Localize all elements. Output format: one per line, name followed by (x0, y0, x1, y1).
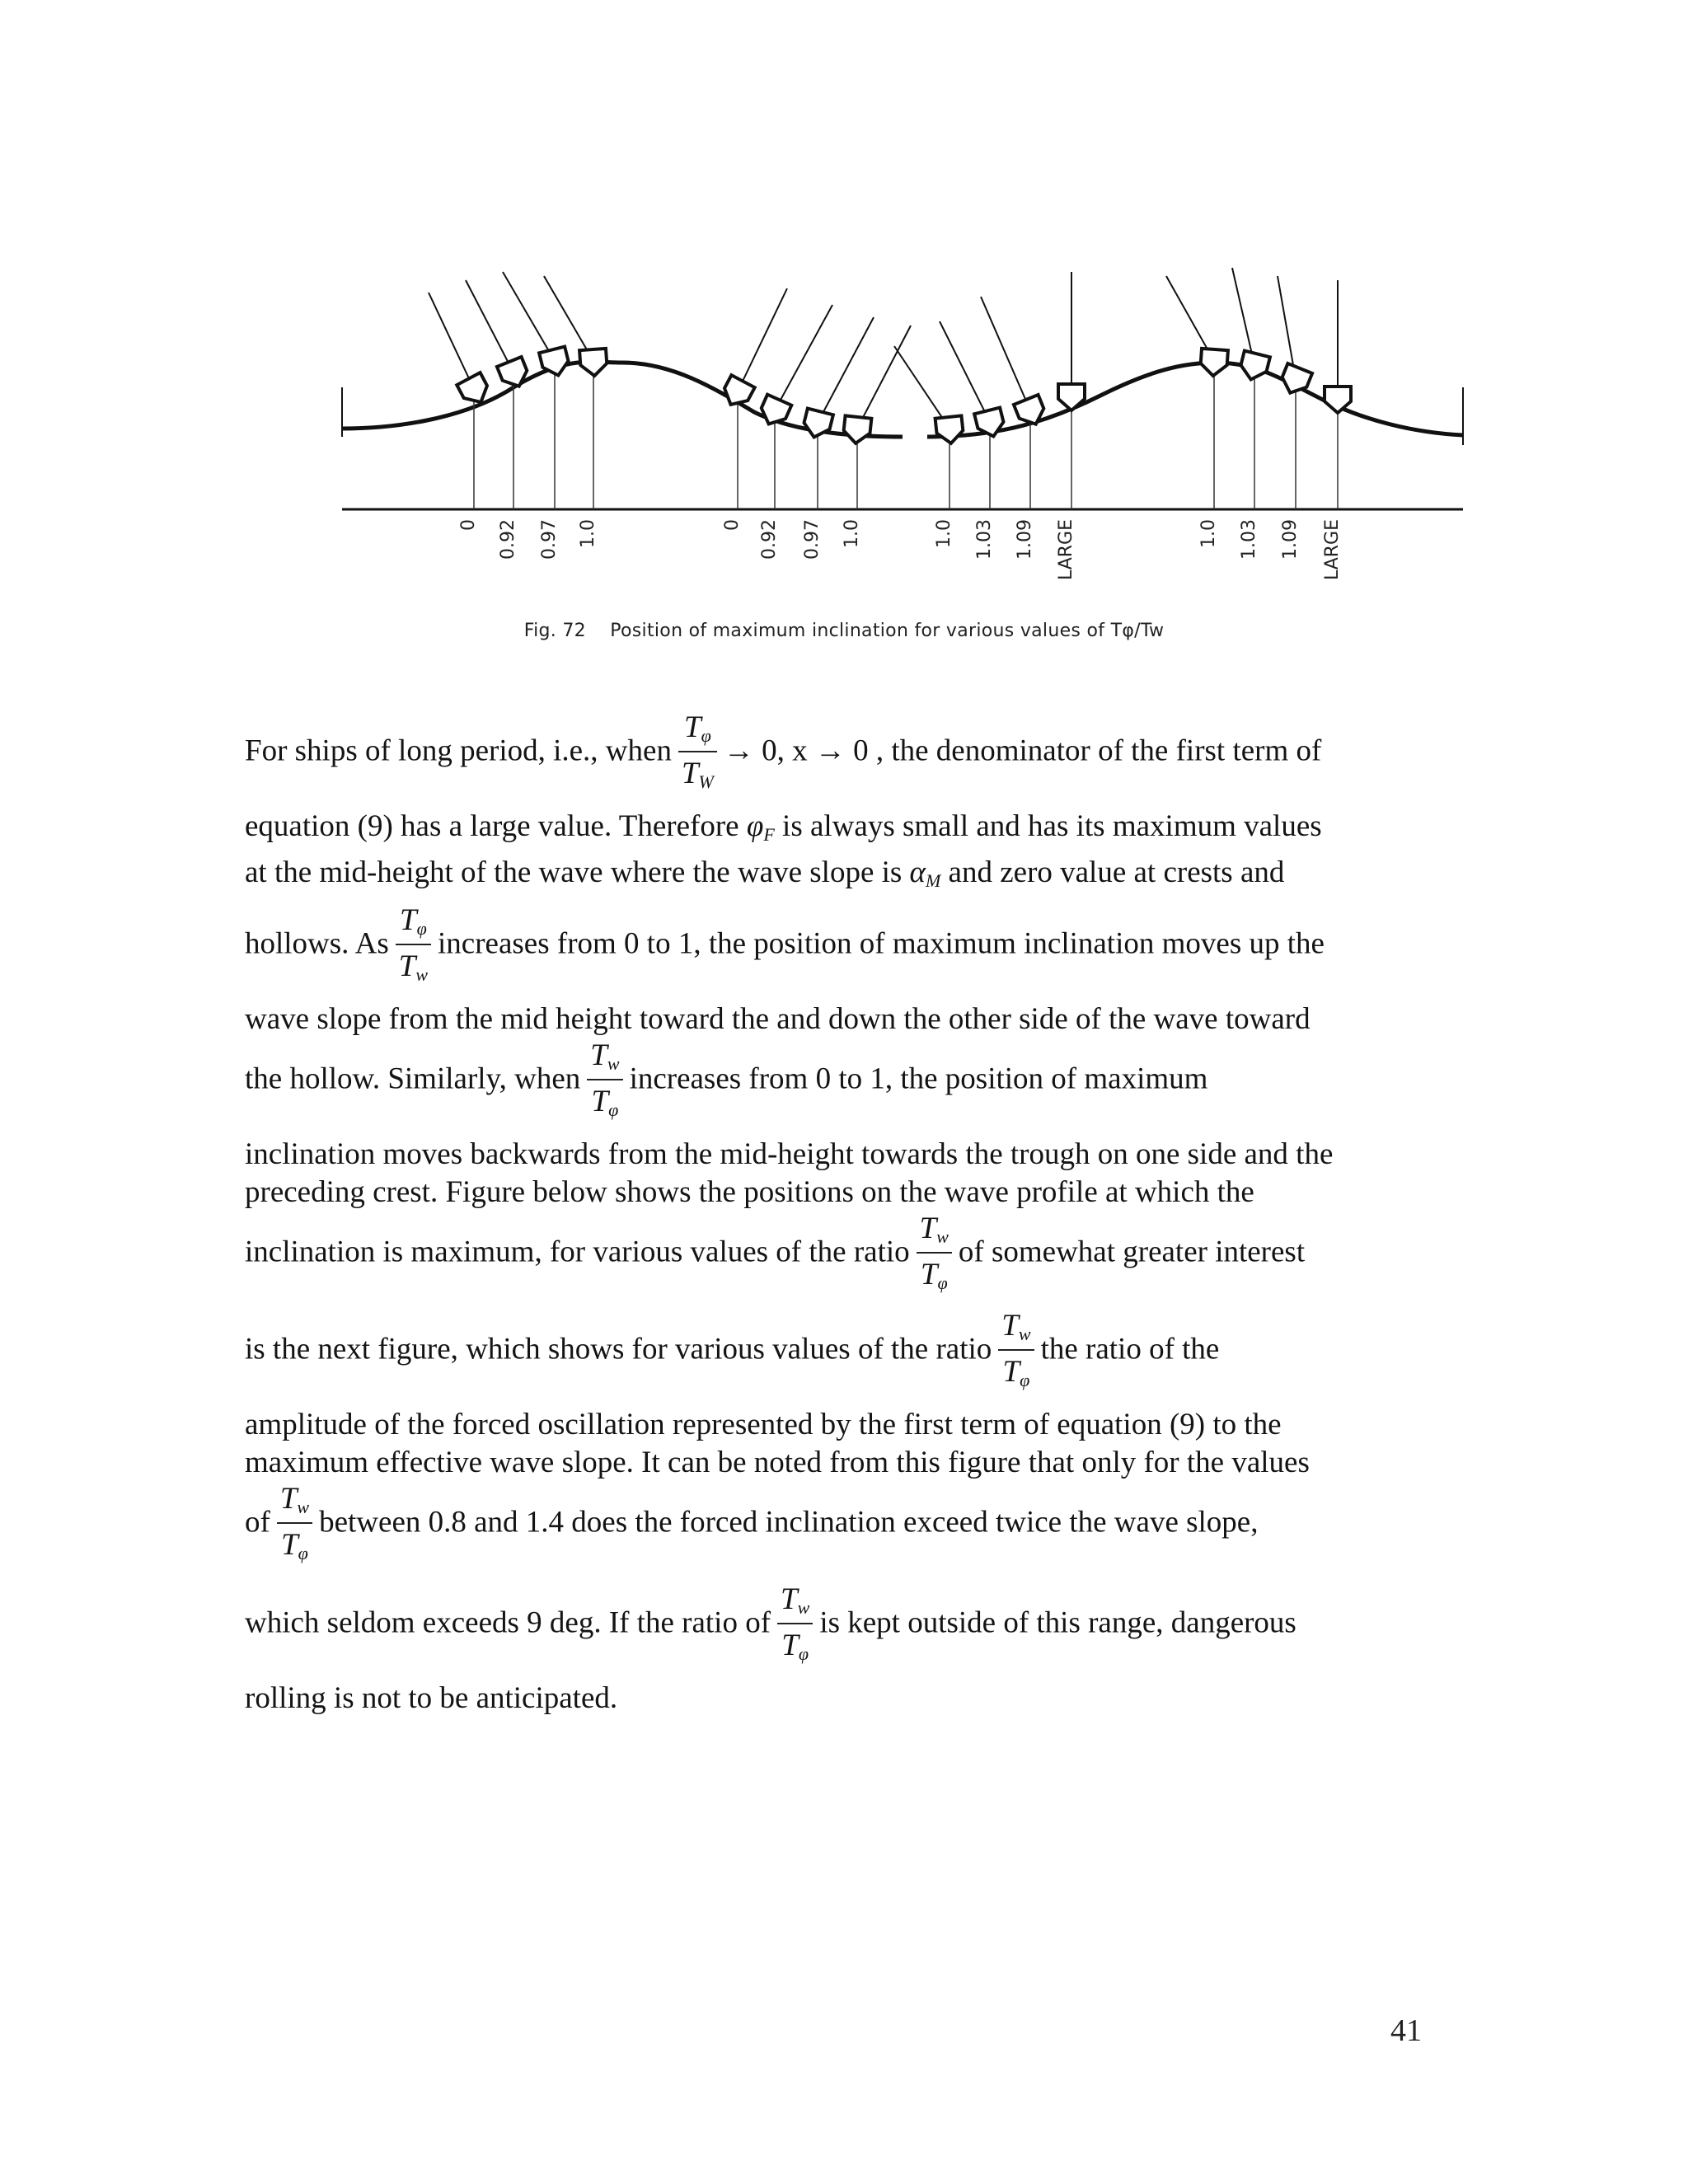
ship-mast (981, 297, 1030, 410)
wave-inclination-figure (326, 264, 1479, 659)
ship-mast (775, 305, 832, 410)
ship-mast (429, 293, 474, 389)
text-run: preceding crest. Figure below shows the positions on the wave profile at which the (245, 1175, 1254, 1209)
frac-subscript: φ (701, 725, 711, 746)
frac-denominator: T (591, 1085, 609, 1118)
tick-label: 1.03 (974, 519, 995, 560)
frac-subscript: φ (937, 1272, 948, 1293)
ship-hull (1014, 395, 1048, 429)
tick-label: 0 (722, 519, 743, 531)
frac-denominator: T (781, 1629, 799, 1662)
figure-caption-text: Position of maximum inclination for various values of Tφ/Tw (610, 621, 1165, 641)
text-run: For ships of long period, i.e., when (245, 733, 672, 768)
fraction (396, 905, 431, 984)
frac-subscript: φ (298, 1543, 308, 1563)
frac-subscript: φ (416, 918, 427, 939)
fraction (998, 1310, 1034, 1390)
ship-mast (940, 321, 990, 422)
tick-label: 1.09 (1280, 519, 1301, 560)
frac-numerator: T (279, 1482, 298, 1516)
text-run: of somewhat greater interest (958, 1235, 1306, 1269)
ship-mast (857, 326, 911, 429)
fraction (678, 712, 717, 791)
text-run: inclination is maximum, for various values of the ratio (245, 1235, 910, 1269)
text-run: at the mid-height of the wave where the wave slope is (245, 855, 903, 889)
text-run: equation (9) has a large value. Therefore (245, 809, 739, 843)
figure-caption (0, 621, 1688, 641)
frac-numerator: T (781, 1582, 798, 1616)
frac-subscript: w (936, 1226, 949, 1247)
frac-subscript: w (797, 1597, 810, 1618)
alpha-symbol (910, 855, 941, 889)
page-number: 41 (1390, 2013, 1422, 2048)
tick-label: 0.97 (802, 519, 823, 560)
text-run: the ratio of the (1040, 1332, 1220, 1366)
frac-subscript: w (1018, 1324, 1031, 1344)
paragraph-line (245, 1174, 1448, 1212)
frac-subscript: W (698, 771, 714, 792)
paragraph-line (245, 1680, 1448, 1718)
tick-label: LARGE (1322, 519, 1343, 581)
paragraph-line (245, 1582, 1448, 1665)
symbol-subscript: M (925, 870, 941, 891)
paragraph-line (245, 1001, 1448, 1038)
text-run: hollows. As (245, 926, 389, 961)
text-run: is the next figure, which shows for various values of the ratio (245, 1332, 992, 1366)
text-run: is kept outside of this range, dangerous (819, 1605, 1296, 1640)
frac-subscript: φ (608, 1099, 619, 1120)
paragraph-line (245, 1482, 1448, 1564)
ship-hull (497, 357, 532, 391)
ship-mast (818, 317, 874, 423)
tick-label: 0.97 (539, 519, 560, 560)
paragraph-line (245, 903, 1448, 986)
text-run: increases from 0 to 1, the position of maximum (629, 1062, 1208, 1096)
ship-mast (466, 280, 513, 373)
text-run: amplitude of the forced oscillation represented by the first term of equation (9) to the (245, 1408, 1282, 1441)
paragraph-line (245, 1212, 1448, 1294)
frac-subscript: φ (798, 1643, 809, 1664)
tick-label: 0.92 (498, 519, 518, 560)
symbol: α (909, 855, 926, 889)
fraction (587, 1040, 622, 1119)
tick-label: 0.92 (759, 519, 780, 560)
paragraph-line (245, 710, 1448, 793)
frac-numerator: T (590, 1038, 607, 1072)
text-run: maximum effective wave slope. It can be noted from this figure that only for the values (245, 1446, 1310, 1479)
phi-symbol (747, 809, 775, 843)
frac-subscript: w (607, 1053, 620, 1074)
tick-label: 1.0 (842, 519, 862, 548)
text-run: which seldom exceeds 9 deg. If the ratio of (245, 1605, 771, 1640)
ship-hull (842, 415, 871, 444)
text-run: rolling is not to be anticipated. (245, 1681, 618, 1715)
text-run: the hollow. Similarly, when (245, 1062, 581, 1096)
frac-denominator: T (281, 1528, 298, 1562)
ship-mast (503, 272, 555, 361)
frac-subscript: w (415, 964, 429, 985)
frac-denominator: T (1002, 1355, 1020, 1389)
tick-label: LARGE (1056, 519, 1076, 581)
frac-denominator: T (920, 1258, 938, 1291)
wave-profile-right (927, 363, 1463, 437)
ship-hull (579, 349, 607, 377)
symbol: φ (746, 809, 764, 843)
paragraph-line (245, 808, 1448, 854)
text-run: of (245, 1505, 270, 1540)
frac-denominator: T (681, 757, 699, 790)
ship-hull (1200, 349, 1228, 377)
ship-hull (801, 409, 833, 441)
ship-hull (1238, 351, 1270, 383)
figure-number: Fig. 72 (523, 621, 586, 641)
tick-label: 1.0 (578, 519, 598, 548)
body-text (245, 710, 1448, 1718)
tick-label: 1.03 (1239, 519, 1259, 560)
tick-label: 1.0 (1198, 519, 1219, 548)
tick-labels (458, 519, 1343, 580)
text-run: increases from 0 to 1, the position of maximum inclination moves up the (438, 926, 1325, 961)
paragraph-line (245, 1406, 1448, 1444)
frac-numerator: T (1001, 1309, 1019, 1343)
text-run: between 0.8 and 1.4 does the forced inclination exceed twice the wave slope, (319, 1505, 1259, 1540)
ship-mast (738, 288, 787, 391)
frac-numerator: T (919, 1212, 937, 1245)
text-run: is always small and has its maximum values (782, 809, 1322, 843)
frac-denominator: T (398, 949, 416, 983)
tick-label: 0 (458, 519, 479, 531)
fraction (277, 1483, 312, 1563)
ship-hull (935, 415, 964, 444)
text-run: and zero value at crests and (948, 855, 1285, 889)
symbol-subscript: F (763, 824, 775, 845)
paragraph-line (245, 854, 1448, 900)
paragraph-line (245, 1136, 1448, 1174)
tick-label: 1.0 (934, 519, 954, 548)
paragraph-line (245, 1038, 1448, 1121)
paragraph-line (245, 1444, 1448, 1482)
frac-subscript: φ (1020, 1370, 1030, 1390)
frac-numerator: T (400, 903, 417, 937)
fraction (777, 1584, 813, 1663)
fraction (917, 1213, 952, 1292)
text-run: inclination moves backwards from the mid-height towards the trough on one side and the (245, 1137, 1334, 1171)
frac-subscript: w (297, 1497, 310, 1517)
tick-label: 1.09 (1015, 519, 1035, 560)
text-run: → 0, x → 0 , the denominator of the first term of (723, 733, 1322, 768)
paragraph-line (245, 1309, 1448, 1391)
frac-numerator: T (684, 710, 701, 744)
text-run: wave slope from the mid height toward the and down the other side of the wave toward (245, 1002, 1311, 1036)
ship-markers (429, 268, 1351, 509)
